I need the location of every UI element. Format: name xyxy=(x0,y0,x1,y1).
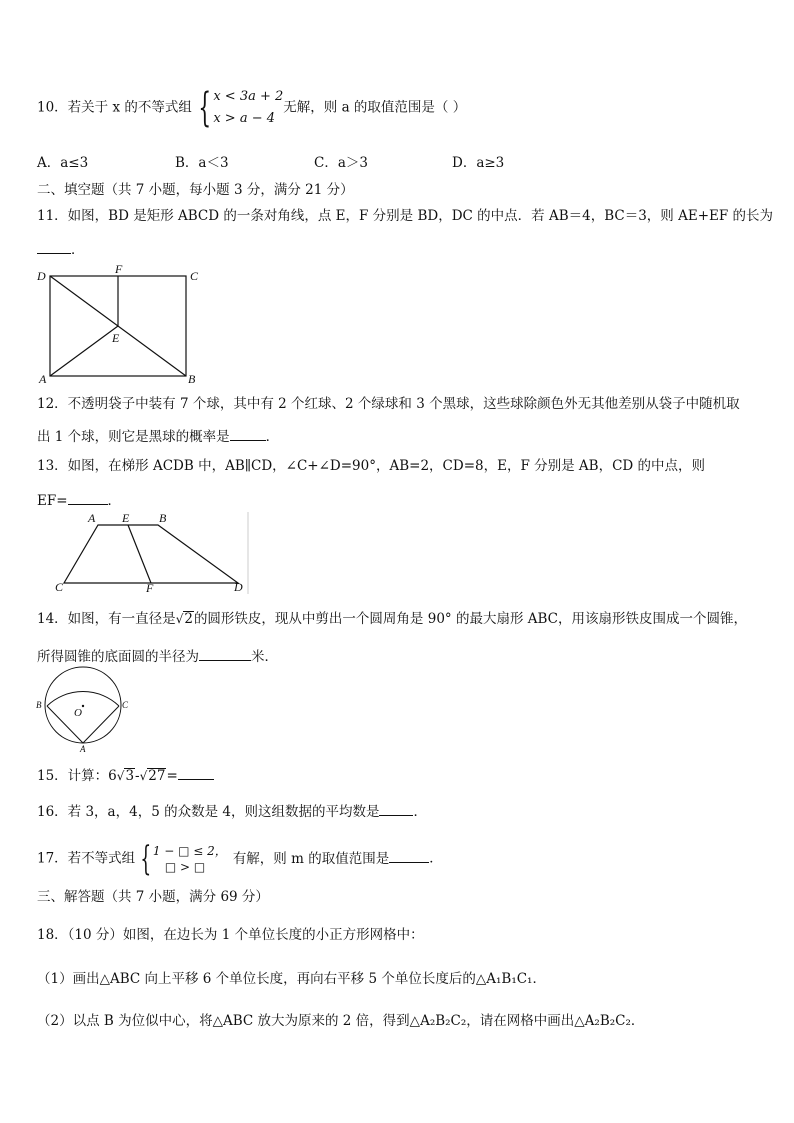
q18-part1: （1）画出△ABC 向上平移 6 个单位长度，再向右平移 5 个单位长度后的△A₁B₁C₁． xyxy=(37,971,546,987)
q18-part2: （2）以点 B 为位似中心，将△ABC 放大为原来的 2 倍，得到△A₂B₂C₂，请在网格中画出△A₂B₂C₂． xyxy=(37,1013,645,1029)
q10-option-c: C．a＞3 xyxy=(314,155,368,171)
label-d: D xyxy=(37,269,46,283)
q12-line1: 12．不透明袋子中装有 7 个球，其中有 2 个红球、2 个绿球和 3 个黑球，这些球除颜色外无其他差别从袋子中随机取 xyxy=(37,396,740,412)
label-e: E xyxy=(112,331,120,345)
q10-option-b: B．a＜3 xyxy=(175,155,229,171)
label-b: B xyxy=(188,372,196,386)
label-c: C xyxy=(190,269,199,283)
question-16: 16．若 3，a，4，5 的众数是 4，则这组数据的平均数是 ． xyxy=(37,801,427,821)
question-10 xyxy=(37,86,466,130)
label-o: O xyxy=(74,707,82,719)
q11-line2: ． xyxy=(37,239,85,259)
q10-option-a: A．a≤3 xyxy=(37,155,89,171)
label-a: A xyxy=(80,744,86,754)
section-2-heading: 二、填空题（共 7 小题，每小题 3 分，满分 21 分） xyxy=(37,182,354,198)
answer-blank xyxy=(230,426,266,441)
q10-inequality-system: { x < 3a + 2 x > a − 4 xyxy=(198,85,284,131)
q14-line2: 所得圆锥的底面圆的半径为 米． xyxy=(37,646,278,666)
label-f: F xyxy=(146,581,154,594)
label-c: C xyxy=(55,580,64,594)
q10-row2: x > a − 4 xyxy=(213,111,275,126)
q17-inequality-system: {1 − □ ≤ 2， □ > □ xyxy=(140,839,227,879)
q10-option-d: D．a≥3 xyxy=(452,155,505,171)
q14-radicand: 2 xyxy=(184,611,193,627)
q11-rectangle-figure xyxy=(30,262,210,386)
answer-blank xyxy=(379,801,413,816)
label-a: A xyxy=(88,511,96,525)
answer-blank xyxy=(68,490,108,505)
q13-line1: 13．如图，在梯形 ACDB 中，AB∥CD，∠C+∠D=90°，AB=2，CD=8，E，F 分别是 AB，CD 的中点，则 xyxy=(37,458,706,474)
answer-blank xyxy=(37,239,71,254)
q13-trapezoid-figure xyxy=(50,508,250,594)
q14-line1: 14．如图，有一直径是√2的圆形铁皮，现从中剪出一个圆周角是 90° 的最大扇形 ABC，用该扇形铁皮围成一个圆锥， xyxy=(37,611,747,627)
label-b: B xyxy=(159,511,167,525)
answer-blank xyxy=(389,848,429,863)
question-17: 17．若不等式组 {1 − □ ≤ 2， □ > □有解，则 m 的取值范围是 ． xyxy=(37,839,443,879)
question-15: 15．计算：6√3-√27= xyxy=(37,765,214,785)
label-b: B xyxy=(36,700,42,710)
answer-blank xyxy=(178,765,214,780)
label-f: F xyxy=(115,262,123,276)
q10-prefix: 10．若关于 x 的不等式组 xyxy=(37,99,192,116)
q13-line2: EF= ． xyxy=(37,490,121,510)
section-3-heading: 三、解答题（共 7 小题，满分 69 分） xyxy=(37,889,269,905)
label-e: E xyxy=(122,511,130,525)
label-d: D xyxy=(234,580,243,594)
q10-suffix: 无解，则 a 的取值范围是（ ） xyxy=(283,99,467,116)
q18-line1: 18．（10 分）如图，在边长为 1 个单位长度的小正方形网格中： xyxy=(37,927,424,943)
q12-line2: 出 1 个球，则它是黑球的概率是 ． xyxy=(37,426,279,446)
answer-blank xyxy=(199,646,251,661)
label-c: C xyxy=(122,700,129,710)
label-a: A xyxy=(39,372,47,386)
q10-row1: x < 3a + 2 xyxy=(213,89,284,104)
q14-circle-sector-figure xyxy=(34,666,134,754)
q11-line1: 11．如图，BD 是矩形 ABCD 的一条对角线，点 E，F 分别是 BD，DC 的中点．若 AB＝4，BC＝3，则 AE+EF 的长为 xyxy=(37,208,774,224)
